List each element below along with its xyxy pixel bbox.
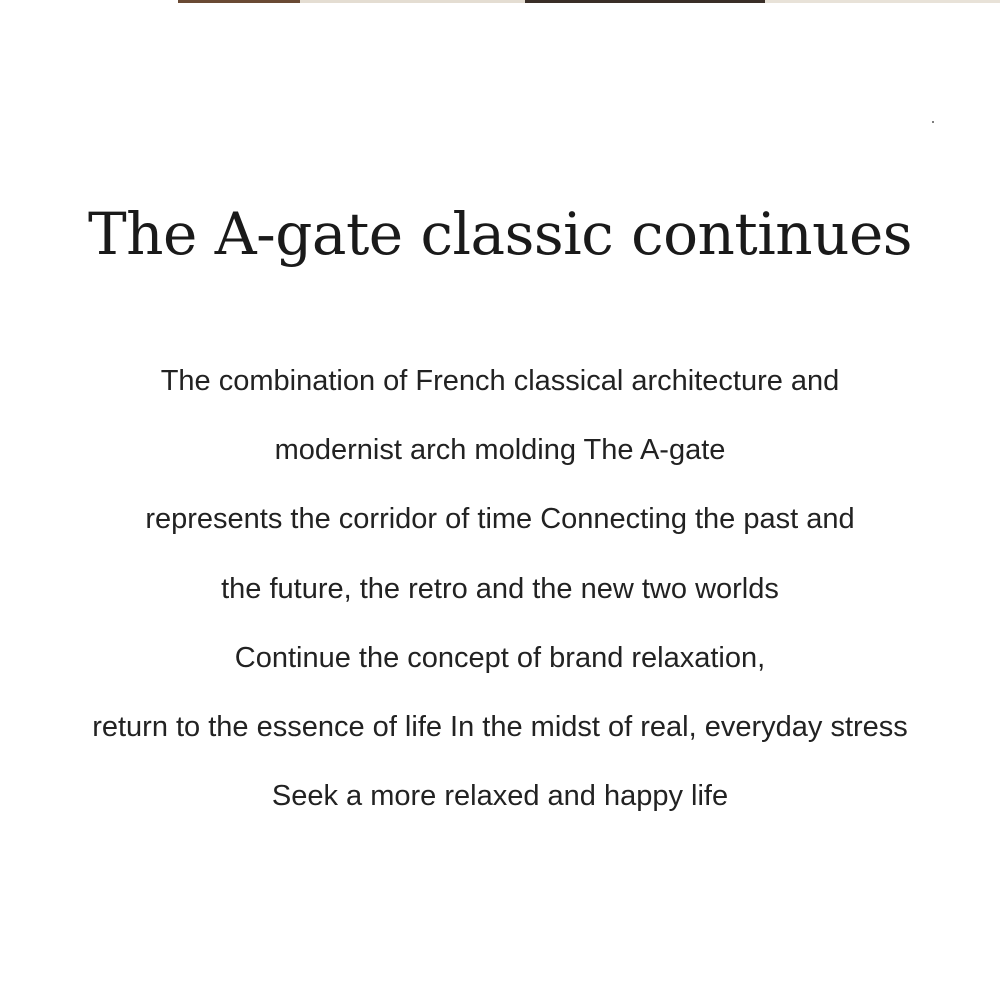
body-paragraph [0,347,1000,831]
strip-segment [300,0,525,3]
strip-segment [0,0,178,3]
body-line: Seek a more relaxed and happy life [271,780,729,813]
strip-segment [525,0,765,3]
body-line: The combination of French classical architecture and [160,365,840,397]
dust-speck [932,121,934,123]
body-line: represents the corridor of time Connecting the past and [145,503,855,536]
strip-segment [178,0,300,3]
body-line: modernist arch molding The A-gate [274,434,726,467]
body-line: Continue the concept of brand relaxation, [234,641,766,674]
body-line: the future, the retro and the new two worlds [221,572,779,605]
top-image-edge-strip [0,0,1000,3]
strip-segment [765,0,1000,3]
body-line: return to the essence of life In the midst of real, everyday stress [92,710,908,743]
page-title: The A-gate classic continues [87,200,913,268]
